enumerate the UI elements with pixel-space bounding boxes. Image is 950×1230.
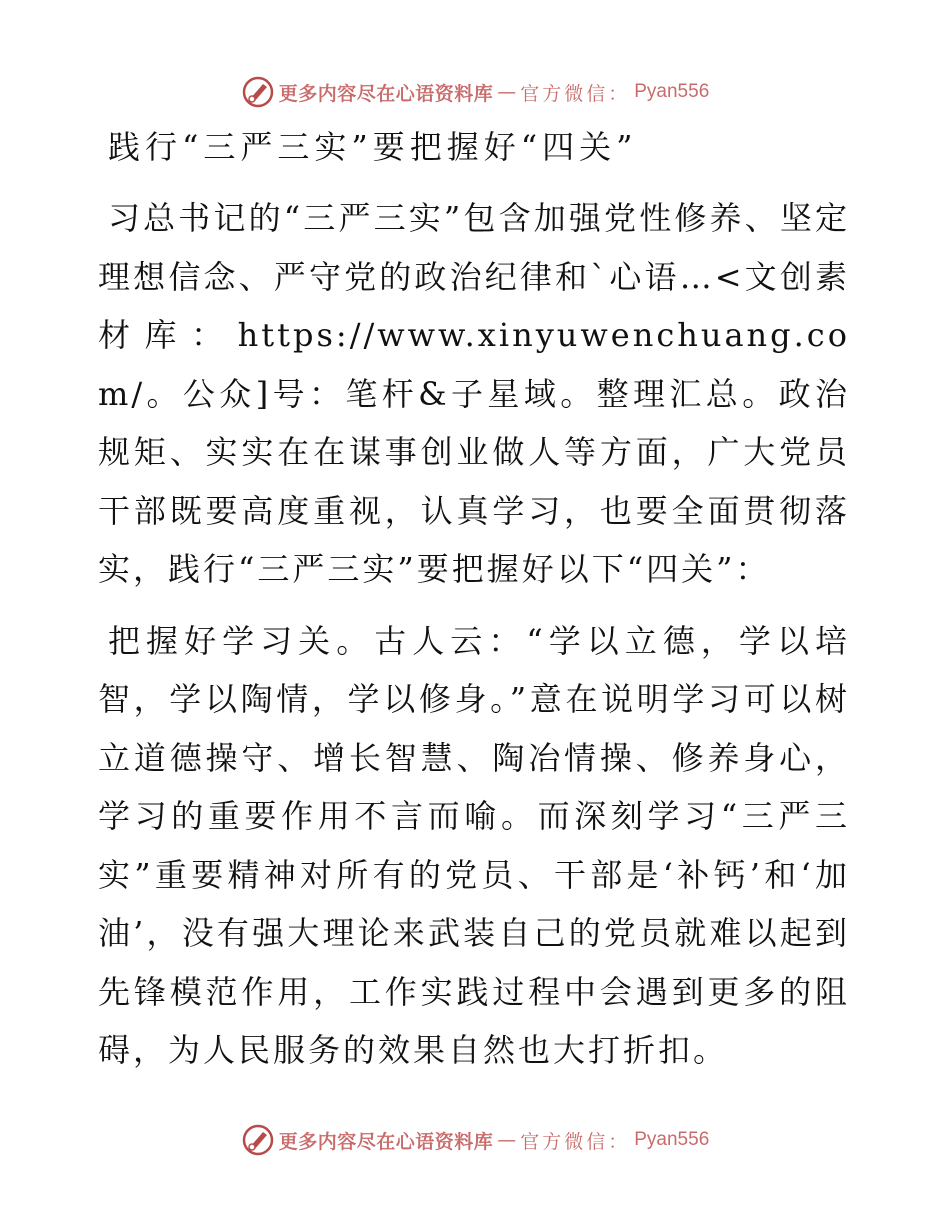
banner-dash: — [497,1129,517,1151]
brand-logo-icon [241,75,275,109]
header-banner [0,72,950,112]
banner-brand-text: 更多内容尽在心语资料库 [278,82,494,105]
brand-logo-icon [241,1123,275,1157]
banner-contact-id: Pyan556 [634,1129,710,1150]
document-body [98,118,850,1080]
paragraph: 习总书记的“三严三实”包含加强党性修养、坚定理想信念、严守党的政治纪律和`心语…<文创素材库：https://www.xinyuwenchuang.com/。公众]号：笔杆&子星域。整理汇总。政治规矩、实实在在谋事创业做人等方面，广大党员干部既要高度重视，认真学习，也要全面贯彻落实，践行“三严三实”要把握好以下“四关”： [98,199,850,588]
paragraph: 把握好学习关。古人云：“学以立德，学以培智，学以陶情，学以修身。”意在说明学习可以树立道德操守、增长智慧、陶冶情操、修养身心，学习的重要作用不言而喻。而深刻学习“三严三实”重要精神对所有的党员、干部是‘补钙’和‘加油’，没有强大理论来武装自己的党员就难以起到先锋模范作用，工作实践过程中会遇到更多的阻碍，为人民服务的效果自然也大打折扣。 [98,621,850,1069]
banner-contact-label: 官方微信： [520,1130,631,1153]
banner-dash: — [497,81,517,103]
footer-banner [0,1120,950,1160]
banner-contact-id: Pyan556 [634,81,710,102]
document-title: 践行“三严三实”要把握好“四关” [108,128,638,166]
banner-contact-label: 官方微信： [520,82,631,105]
banner-brand-text: 更多内容尽在心语资料库 [278,1130,494,1153]
